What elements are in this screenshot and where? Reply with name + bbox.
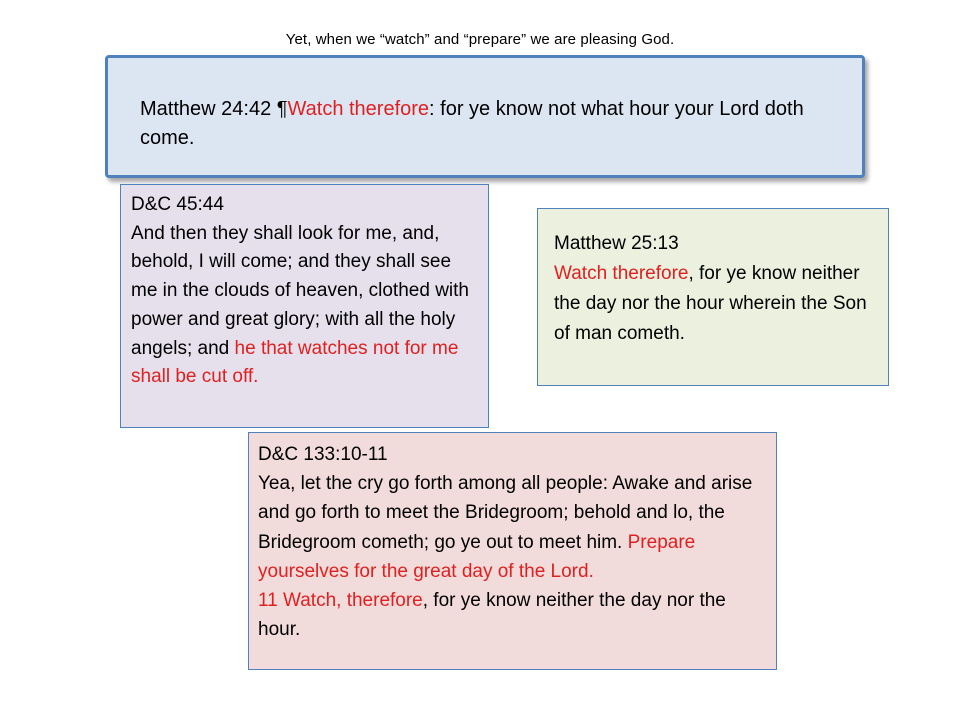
dc-45-44-reference: D&C 45:44: [131, 194, 224, 215]
matthew-24-42-reference: Matthew 24:42 ¶: [140, 98, 288, 120]
dc-45-44-verse: [131, 220, 480, 392]
matthew-24-42-highlight: Watch therefore: [287, 98, 430, 120]
matthew-25-13-text: , for ye know neither the day nor the hour wherein the Son of man cometh.: [554, 263, 867, 344]
matthew-25-13-box: [537, 208, 889, 386]
matthew-24-42-text: : for ye know not what hour your Lord doth come.: [140, 98, 804, 149]
dc-133-verse-11-text: , for ye know neither the day nor the hour.: [258, 590, 726, 641]
dc-133-verse-11-highlight: 11 Watch, therefore: [258, 590, 423, 612]
matthew-25-13-reference: Matthew 25:13: [554, 233, 679, 254]
matthew-25-13-verse: [554, 259, 882, 349]
dc-45-44-highlight: he that watches not for me shall be cut off.: [131, 337, 459, 388]
dc-133-reference: D&C 133:10-11: [258, 444, 388, 465]
matthew-24-42-box: [105, 55, 865, 178]
dc-133-verse-10-text: Yea, let the cry go forth among all people: Awake and arise and go forth to meet the Bridegroom; behold and lo, the Bridegroom cometh; go ye out to meet him.: [258, 473, 753, 553]
dc-133-verse-10: [258, 469, 770, 586]
dc-133-verse-10-highlight: Prepare yourselves for the great day of the Lord.: [258, 531, 696, 582]
dc-133-10-11-box: [248, 432, 777, 670]
matthew-25-13-highlight: Watch therefore: [554, 263, 689, 284]
slide-title: Yet, when we “watch” and “prepare” we are pleasing God.: [285, 31, 675, 48]
dc-45-44-text: And then they shall look for me, and, behold, I will come; and they shall see me in the clouds of heaven, clothed with power and great glory; with all the holy angels; and: [131, 222, 469, 359]
dc-133-verse-11: [258, 586, 770, 644]
dc-45-44-box: [120, 184, 489, 428]
